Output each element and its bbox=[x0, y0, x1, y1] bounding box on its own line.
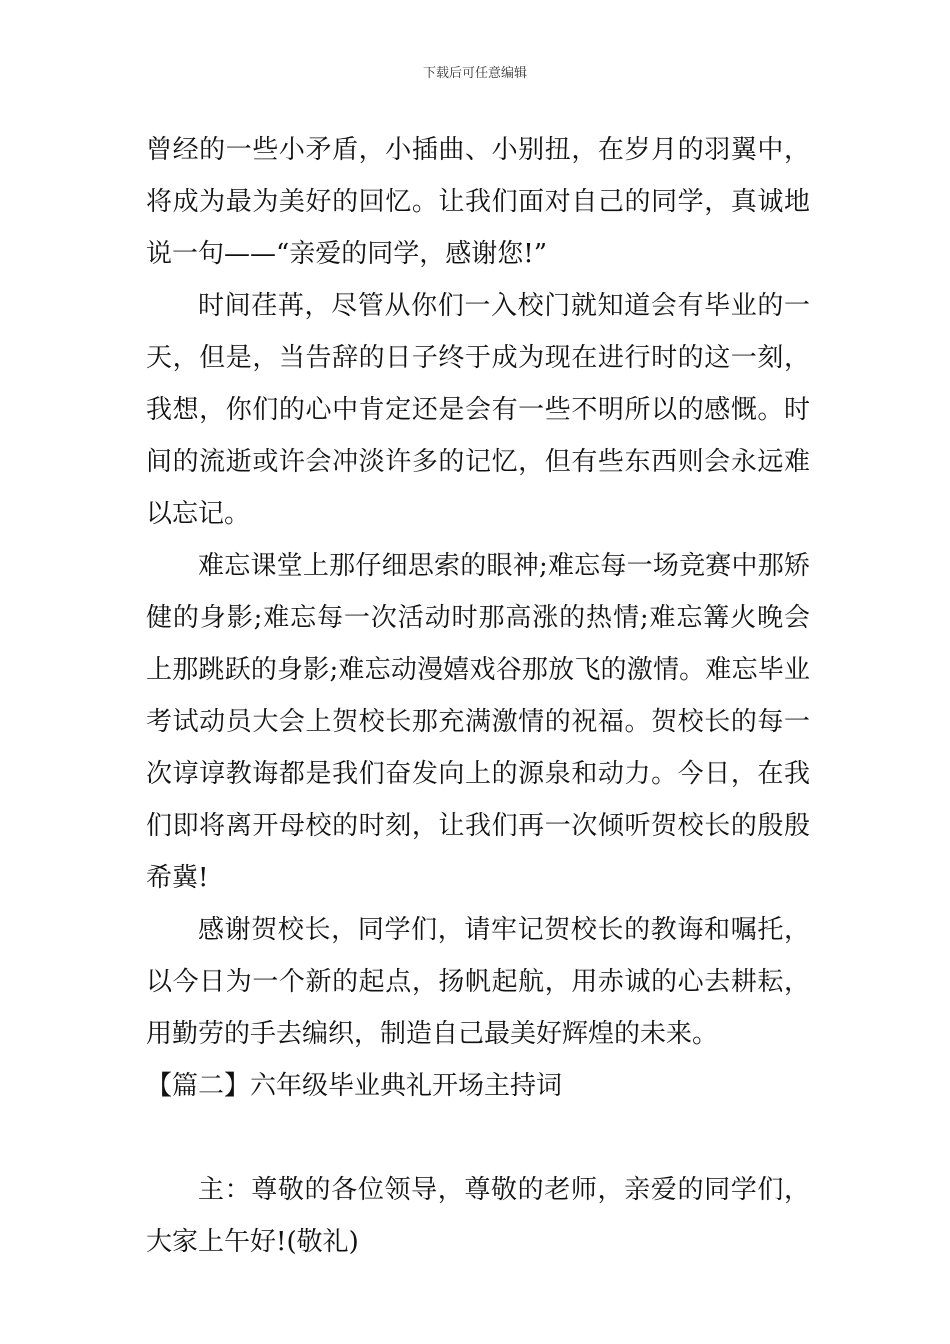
paragraph-3: 难忘课堂上那仔细思索的眼神;难忘每一场竞赛中那矫健的身影;难忘每一次活动时那高涨的热情;难忘篝火晚会上那跳跃的身影;难忘动漫嬉戏谷那放飞的激情。难忘毕业考试动员大会上贺校长那充满激情的祝福。贺校长的每一次谆谆教诲都是我们奋发向上的源泉和动力。今日，在我们即将离开母校的时刻，让我们再一次倾听贺校长的殷殷希冀! bbox=[146, 551, 810, 893]
document-body bbox=[146, 124, 810, 1268]
page-header-note: 下载后可任意编辑 bbox=[422, 66, 527, 81]
paragraph-1: 曾经的一些小矛盾，小插曲、小别扭，在岁月的羽翼中，将成为最为美好的回忆。让我们面对自己的同学，真诚地说一句——“亲爱的同学，感谢您!” bbox=[146, 135, 810, 269]
blank-line bbox=[146, 1112, 810, 1164]
paragraph-5: 主：尊敬的各位领导，尊敬的老师，亲爱的同学们，大家上午好!(敬礼) bbox=[146, 1175, 810, 1257]
paragraph-2: 时间荏苒，尽管从你们一入校门就知道会有毕业的一天，但是，当告辞的日子终于成为现在进行时的这一刻，我想，你们的心中肯定还是会有一些不明所以的感慨。时间的流逝或许会冲淡许多的记忆，但有些东西则会永远难以忘记。 bbox=[146, 291, 810, 529]
paragraph-4: 感谢贺校长，同学们，请牢记贺校长的教诲和嘱托，以今日为一个新的起点，扬帆起航，用赤诚的心去耕耘，用勤劳的手去编织，制造自己最美好辉煌的未来。 bbox=[146, 915, 810, 1049]
section-heading: 【篇二】六年级毕业典礼开场主持词 bbox=[146, 1071, 563, 1101]
